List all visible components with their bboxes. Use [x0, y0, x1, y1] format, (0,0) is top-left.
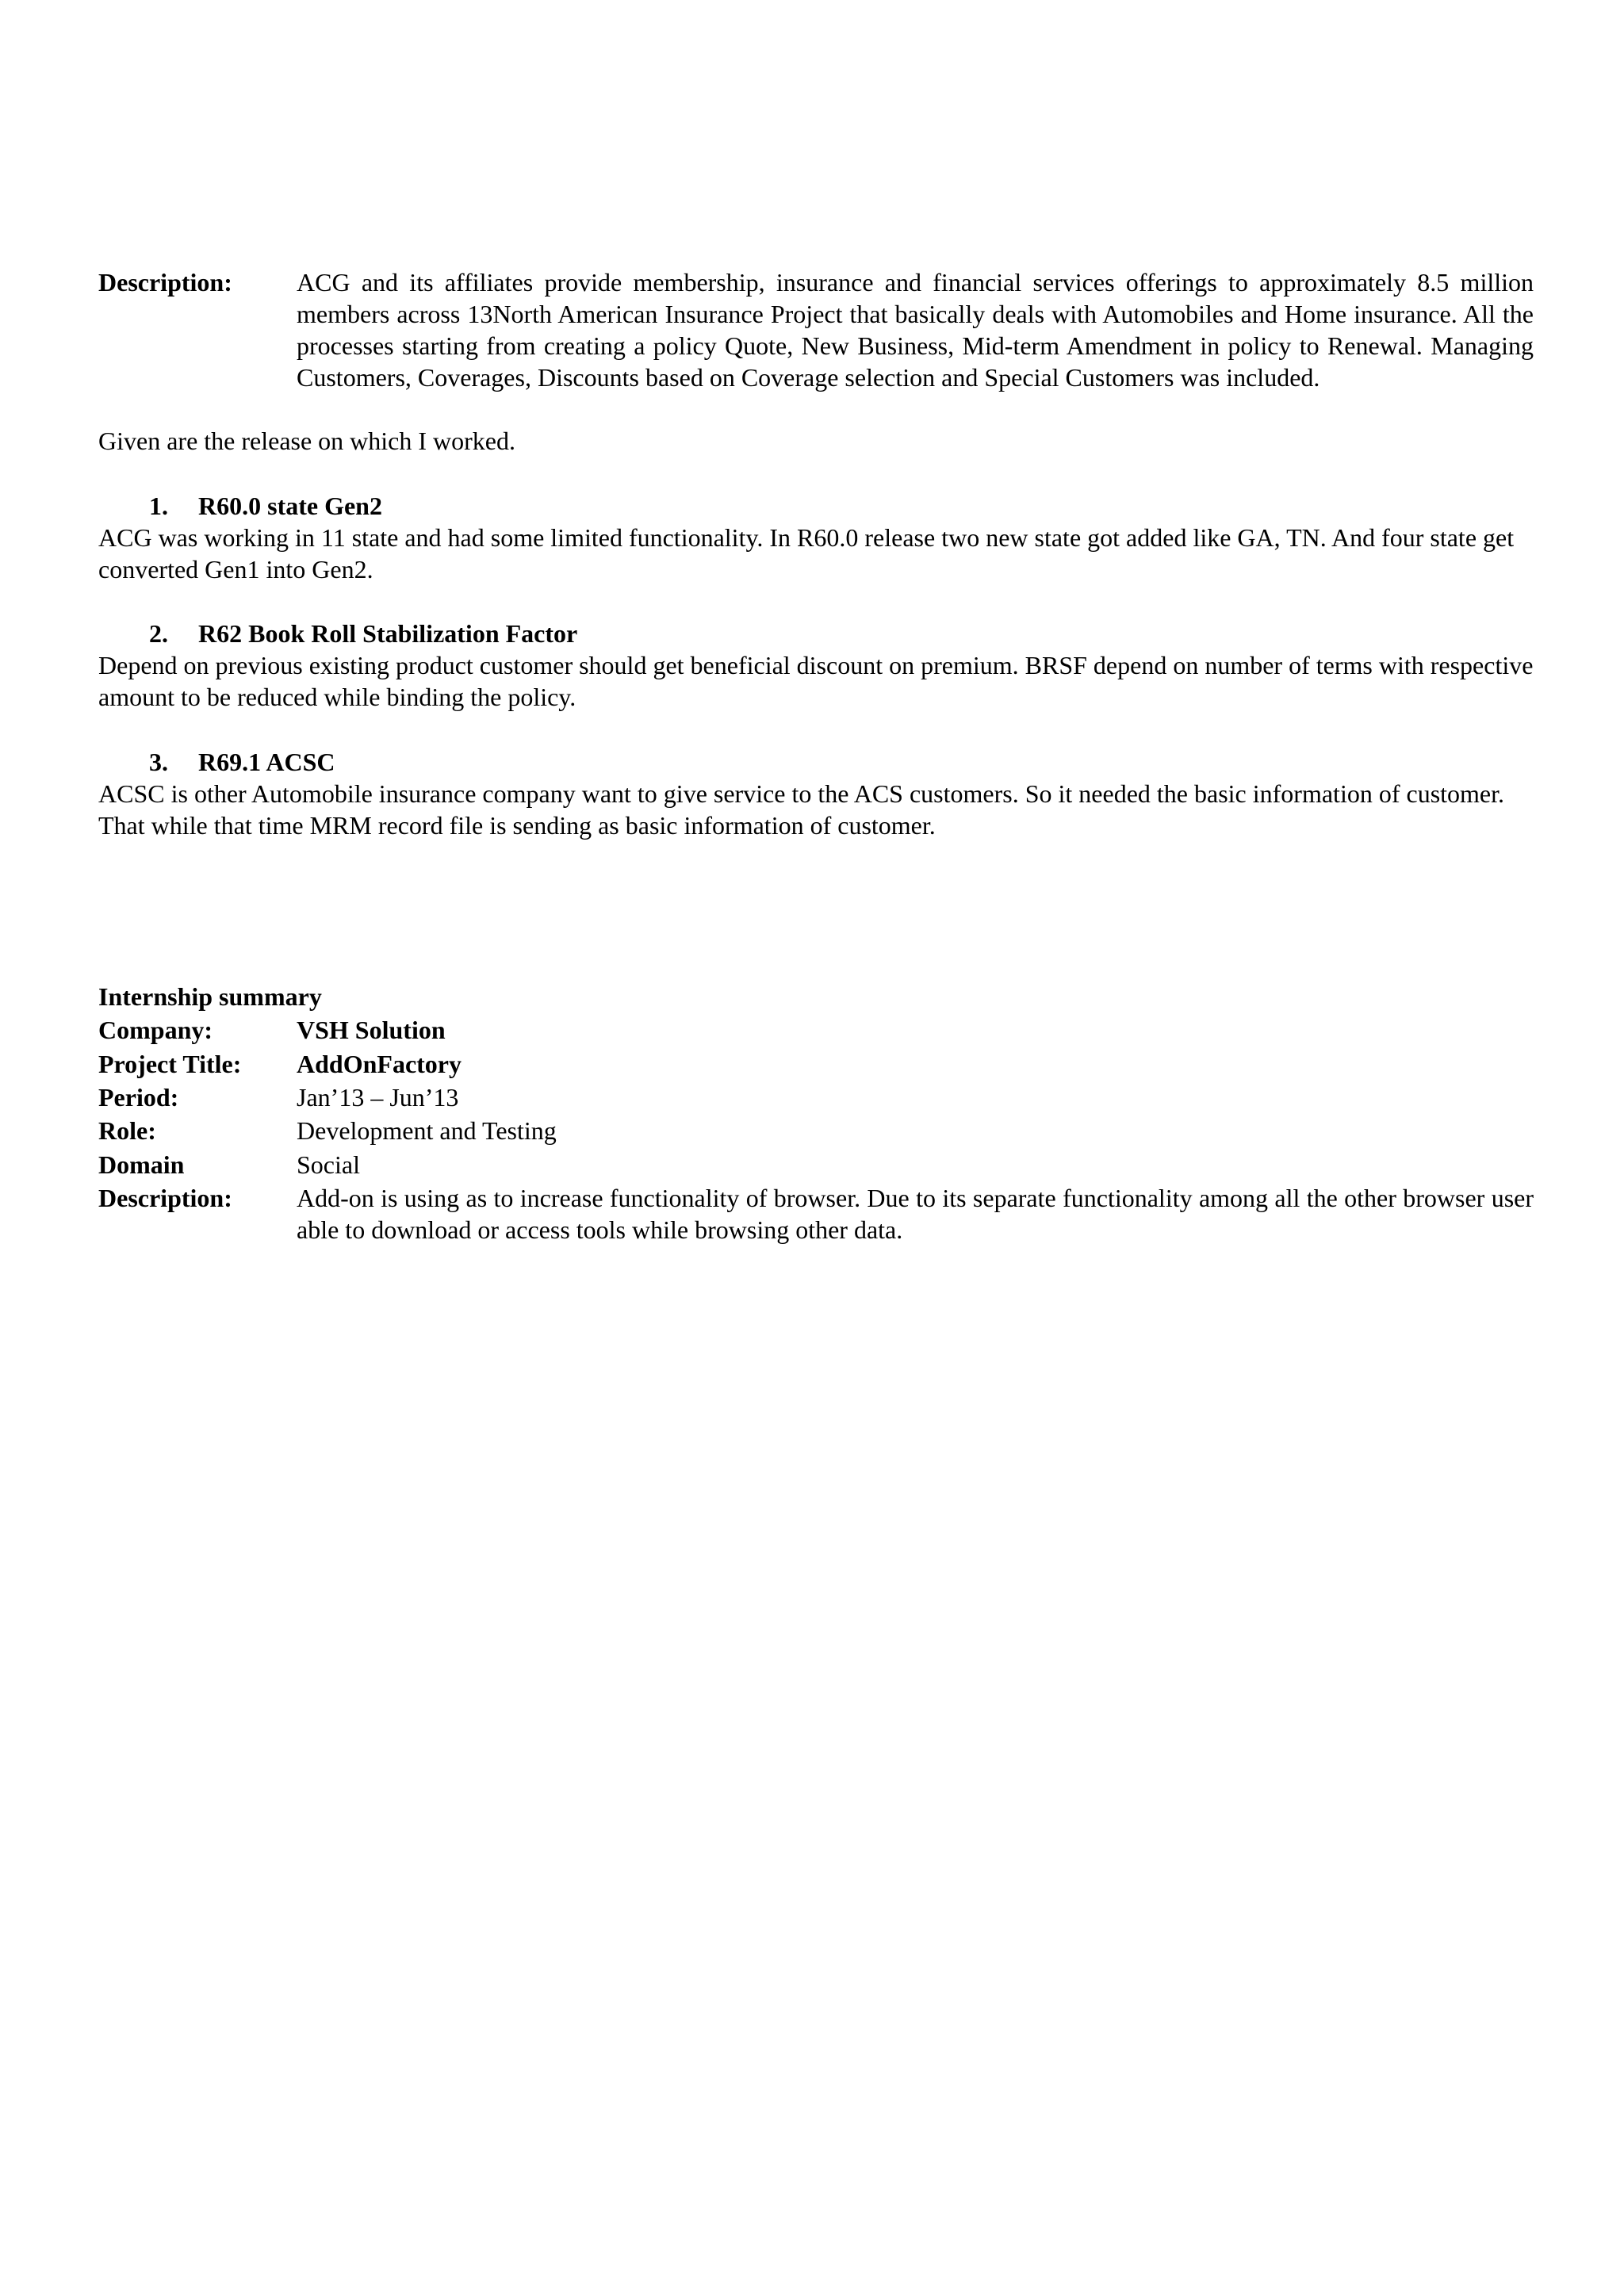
description-text: ACG and its affiliates provide membership, insurance and financial services offerings to approximately 8.5 million members across 13North American Insurance Project that basically deals with Automobiles and Home insurance. All the processes starting from creating a policy Quote, New Business, Mid-term Amendment in policy to Renewal. Managing Customers, Coverages, Discounts based on Coverage selection and Special Customers was included.	[297, 268, 1534, 392]
release-body-3: ACSC is other Automobile insurance company want to give service to the ACS customers. So it needed the basic information of customer. That while that time MRM record file is sending as basic information of customer.	[98, 779, 1505, 840]
domain-label: Domain	[98, 1150, 185, 1179]
period-value: Jan’13 – Jun’13	[297, 1083, 459, 1112]
internship-description-label: Description:	[98, 1184, 232, 1212]
role-value: Development and Testing	[297, 1116, 557, 1145]
release-body-2: Depend on previous existing product customer should get beneficial discount on premium. BRSF depend on number of terms with respective amount to be reduced while binding the policy.	[98, 651, 1534, 711]
release-number: 3.	[149, 748, 168, 776]
role-label: Role:	[98, 1116, 156, 1145]
project-title-row	[98, 1048, 1534, 1080]
release-heading-2	[149, 618, 577, 649]
release-title: R60.0 state Gen2	[198, 492, 382, 520]
domain-value: Social	[297, 1150, 360, 1179]
company-label: Company:	[98, 1016, 213, 1044]
internship-description-row	[98, 1182, 1534, 1246]
period-label: Period:	[98, 1083, 179, 1112]
company-row	[98, 1014, 1534, 1046]
release-number: 1.	[149, 492, 168, 520]
company-value: VSH Solution	[297, 1016, 446, 1044]
release-title: R62 Book Roll Stabilization Factor	[198, 619, 578, 648]
period-row	[98, 1081, 1534, 1113]
internship-description-value: Add-on is using as to increase functionality of browser. Due to its separate functionality among all the other browser user able to download or access tools while browsing other data.	[297, 1184, 1534, 1244]
project-title-value: AddOnFactory	[297, 1050, 462, 1078]
internship-summary-title: Internship summary	[98, 982, 322, 1011]
releases-intro: Given are the release on which I worked.	[98, 427, 515, 455]
project-title-label: Project Title:	[98, 1050, 242, 1078]
description-label: Description:	[98, 268, 232, 297]
release-heading-3	[149, 746, 335, 778]
domain-row	[98, 1149, 1534, 1181]
role-row	[98, 1115, 1534, 1146]
release-body-1: ACG was working in 11 state and had some limited functionality. In R60.0 release two new state got added like GA, TN. And four state get converted Gen1 into Gen2.	[98, 523, 1515, 584]
release-title: R69.1 ACSC	[198, 748, 335, 776]
project-description	[98, 266, 1534, 393]
release-number: 2.	[149, 619, 168, 648]
release-heading-1	[149, 490, 382, 522]
